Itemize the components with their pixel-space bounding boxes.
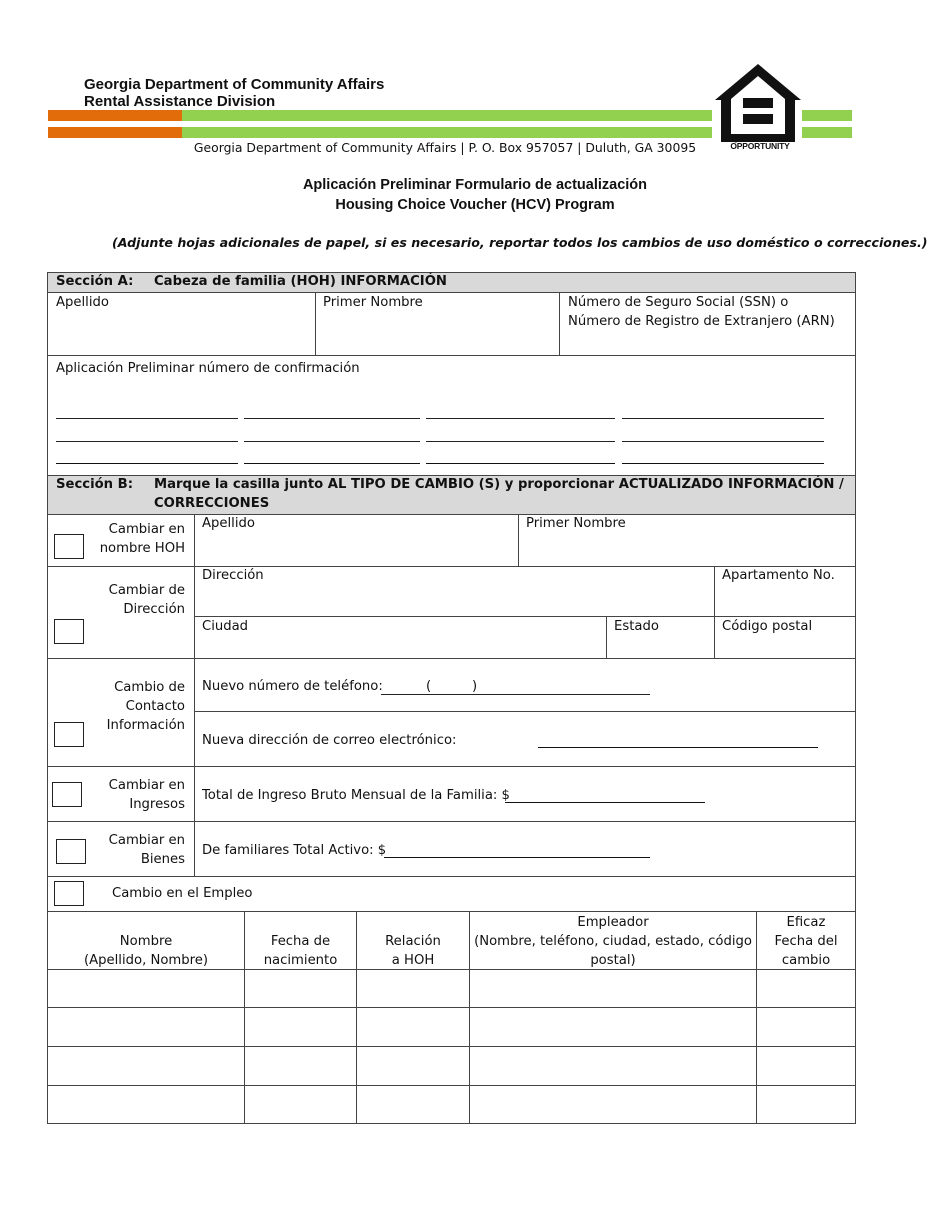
confirmation-line[interactable] [56, 418, 238, 419]
apartment-label[interactable]: Apartamento No. [722, 568, 835, 583]
col-header-effective-date [757, 913, 855, 970]
phone-field[interactable] [381, 694, 650, 695]
rule [47, 766, 856, 767]
contact-change-label-line1: Cambio de [114, 680, 185, 695]
confirmation-line[interactable] [622, 463, 824, 464]
assets-label: De familiares Total Activo: $ [202, 843, 387, 858]
hoh-first-name-label[interactable]: Primer Nombre [323, 295, 423, 310]
table-row[interactable] [47, 1046, 856, 1047]
ssn-label-1[interactable]: Número de Seguro Social (SSN) o [568, 295, 789, 310]
income-change-label-line2: Ingresos [129, 797, 185, 812]
address-change-checkbox[interactable] [54, 619, 84, 644]
confirmation-line[interactable] [56, 441, 238, 442]
rule [606, 616, 607, 658]
rule [47, 821, 856, 822]
green-bar-top [182, 110, 712, 121]
income-label: Total de Ingreso Bruto Mensual de la Familia: $ [202, 788, 510, 803]
rule [315, 292, 316, 355]
col-header-relation-line1: Relación [385, 934, 441, 949]
assets-change-label-line2: Bienes [140, 852, 185, 867]
name-change-label-line1: Cambiar en [108, 522, 185, 537]
confirmation-line[interactable] [244, 441, 420, 442]
rule [47, 658, 856, 659]
rule [47, 876, 856, 877]
contact-change-checkbox[interactable] [54, 722, 84, 747]
rule [559, 292, 560, 355]
col-header-employer-line1: Empleador [577, 915, 649, 930]
col-header-dob-line2: nacimiento [263, 953, 338, 968]
assets-change-checkbox[interactable] [56, 839, 86, 864]
income-change-label [90, 776, 185, 814]
zip-label[interactable]: Código postal [722, 619, 813, 634]
col-header-name-line2: (Apellido, Nombre) [83, 953, 208, 968]
col-header-relation-line2: a HOH [391, 953, 435, 968]
confirmation-number-label: Aplicación Preliminar número de confirmación [56, 361, 360, 376]
name-change-label [90, 520, 185, 558]
rule [47, 566, 856, 567]
rule [518, 514, 519, 566]
name-change-checkbox[interactable] [54, 534, 84, 559]
section-a-title: Cabeza de familia (HOH) INFORMACIÓN [154, 274, 447, 289]
col-header-dob [245, 932, 356, 970]
phone-paren-close: ) [472, 679, 478, 694]
phone-paren-open: ( [426, 679, 432, 694]
contact-change-label-line3: Información [106, 718, 185, 733]
confirmation-line[interactable] [56, 463, 238, 464]
section-a-label: Sección A: [56, 274, 134, 289]
confirmation-line[interactable] [244, 418, 420, 419]
confirmation-line[interactable] [426, 463, 615, 464]
employment-change-label: Cambio en el Empleo [112, 886, 253, 901]
org-heading [84, 76, 384, 110]
form-title: Aplicación Preliminar Formulario de actualización [302, 177, 648, 193]
col-header-effective-line3: cambio [781, 953, 831, 968]
logo-text-line1: EQUAL HOUSING [725, 133, 795, 143]
program-title: Housing Choice Voucher (HCV) Program [335, 197, 615, 213]
income-change-checkbox[interactable] [52, 782, 82, 807]
confirmation-line[interactable] [244, 463, 420, 464]
rule [47, 355, 856, 356]
state-label[interactable]: Estado [614, 619, 659, 634]
rule [47, 969, 856, 970]
email-label: Nueva dirección de correo electrónico: [202, 733, 457, 748]
contact-change-label [90, 678, 185, 735]
rule [47, 292, 856, 293]
green-bar-top-right [802, 110, 852, 121]
section-b-title-2: CORRECCIONES [154, 496, 270, 511]
name-change-label-line2: nombre HOH [99, 541, 185, 556]
contact-change-label-line2: Contacto [125, 699, 185, 714]
confirmation-line[interactable] [426, 418, 615, 419]
col-header-relation [357, 932, 469, 970]
assets-change-label-line1: Cambiar en [108, 833, 185, 848]
address-change-label-line1: Cambiar de [108, 583, 185, 598]
division-name: Rental Assistance Division [84, 93, 276, 110]
instruction-note: (Adjunte hojas adicionales de papel, si es necesario, reportar todos los cambios de uso doméstico o correcciones.) [112, 235, 928, 250]
confirmation-line[interactable] [622, 441, 824, 442]
assets-field[interactable] [384, 857, 650, 858]
section-b-label: Sección B: [56, 477, 133, 492]
rule [47, 911, 856, 912]
income-field[interactable] [505, 802, 705, 803]
rule [47, 514, 856, 515]
new-first-name-label[interactable]: Primer Nombre [526, 516, 626, 531]
rule [194, 711, 856, 712]
rule [714, 566, 715, 658]
address-line: Georgia Department of Community Affairs | P. O. Box 957057 | Duluth, GA 30095 [193, 140, 697, 155]
income-change-label-line1: Cambiar en [108, 778, 185, 793]
col-header-name-line1: Nombre [119, 934, 173, 949]
col-header-effective-line2: Fecha del [774, 934, 838, 949]
logo-text-line2: OPPORTUNITY [730, 141, 790, 151]
col-header-employer [470, 913, 756, 970]
rule [194, 616, 856, 617]
section-b-title-1: Marque la casilla junto AL TIPO DE CAMBIO (S) y proporcionar ACTUALIZADO INFORMACIÓN / [154, 477, 844, 492]
col-header-employer-line2: (Nombre, teléfono, ciudad, estado, código [474, 934, 752, 949]
employment-change-checkbox[interactable] [54, 881, 84, 906]
assets-change-label [90, 831, 185, 869]
hoh-last-name-label[interactable]: Apellido [56, 295, 109, 310]
confirmation-line[interactable] [622, 418, 824, 419]
city-label[interactable]: Ciudad [202, 619, 249, 634]
orange-bar-bottom [48, 127, 182, 138]
address-change-label-line2: Dirección [123, 602, 185, 617]
green-bar-bottom [182, 127, 712, 138]
col-header-dob-line1: Fecha de [270, 934, 331, 949]
confirmation-line[interactable] [426, 441, 615, 442]
green-bar-bottom-right [802, 127, 852, 138]
col-header-effective-line1: Eficaz [786, 915, 826, 930]
new-last-name-label[interactable]: Apellido [202, 516, 255, 531]
col-header-employer-line3: postal) [590, 953, 636, 968]
email-field[interactable] [538, 747, 818, 748]
phone-label: Nuevo número de teléfono: [202, 679, 383, 694]
org-name: Georgia Department of Community Affairs [84, 76, 385, 93]
col-header-name [48, 932, 244, 970]
address-label[interactable]: Dirección [202, 568, 264, 583]
ssn-label-2: Número de Registro de Extranjero (ARN) [568, 314, 835, 329]
table-row[interactable] [47, 1007, 856, 1008]
address-change-label [90, 581, 185, 619]
orange-bar-top [48, 110, 182, 121]
table-row[interactable] [47, 1085, 856, 1086]
